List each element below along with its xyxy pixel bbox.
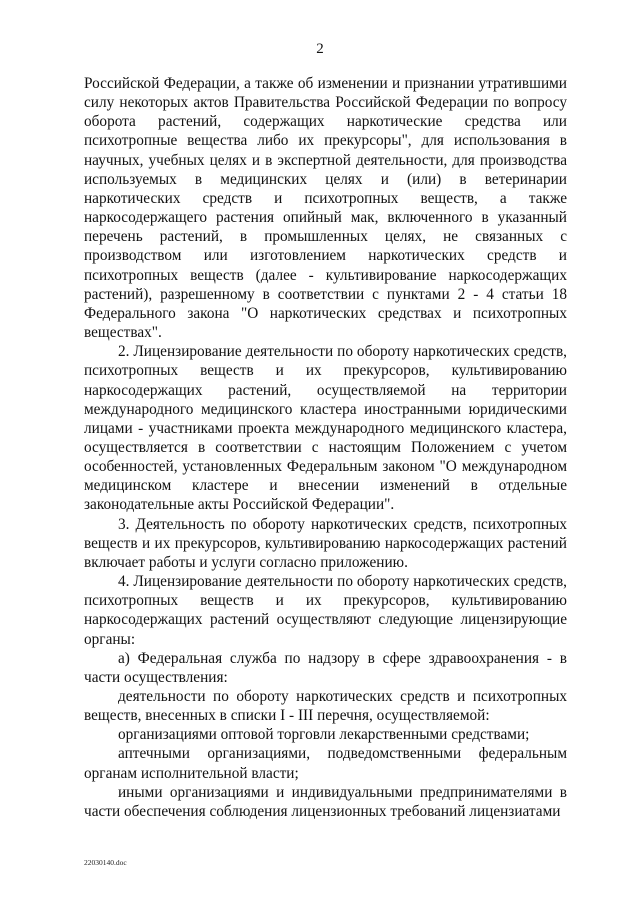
subitem-a-activities: деятельности по обороту наркотических средств и психотропных веществ, внесенных в списки I - III перечня, осуществляемой: xyxy=(84,688,567,725)
subitem-pharmacies: аптечными организациями, подведомственными федеральным органам исполнительной власти; xyxy=(84,745,567,782)
paragraph-item-3: 3. Деятельность по обороту наркотических средств, психотропных веществ и их прекурсоров, культивированию наркосодержащих растений включает работы и услуги согласно приложению. xyxy=(84,515,567,571)
paragraph-item-4: 4. Лицензирование деятельности по обороту наркотических средств, психотропных веществ и их прекурсоров, культивированию наркосодержащих растений осуществляют следующие лицензирующие органы: xyxy=(84,573,567,648)
subitem-a: а) Федеральная служба по надзору в сфере здравоохранения - в части осуществления: xyxy=(84,649,567,686)
page-number: 2 xyxy=(316,41,324,57)
paragraph-continuation: Российской Федерации, а также об изменении и признании утратившими силу некоторых актов Правительства Российской Федерации по вопросу оборота растений, содержащих наркотические средства или психотропные вещества либо их прекурсоры", для использования в научных, учебных целях и в экспертной деятельности, для производства используемых в медицинских целях и (или) в ветеринарии наркотических средств и психотропных веществ, а также наркосодержащего растения опийный мак, включенного в указанный перечень растений, в промышленных целях, не связанных с производством или изготовлением наркотических средств и психотропных веществ (далее - культивирование наркосодержащих растений), разрешенному в соответствии с пунктами 2 - 4 статьи 18 Федерального закона "О наркотических средствах и психотропных веществах". xyxy=(84,75,567,342)
footer-file-code: 22030140.doc xyxy=(84,858,127,867)
subitem-other-organizations: иными организациями и индивидуальными предпринимателями в части обеспечения соблюдения лицензионных требований лицензиатами xyxy=(84,783,567,820)
subitem-wholesale: организациями оптовой торговли лекарственными средствами; xyxy=(118,726,530,744)
document-body xyxy=(84,74,567,821)
paragraph-item-2: 2. Лицензирование деятельности по обороту наркотических средств, психотропных веществ и их прекурсоров, культивированию наркосодержащих растений, осуществляемой на территории международного медицинского кластера иностранными юридическими лицами - участниками проекта международного медицинского кластера, осуществляется в соответствии с настоящим Положением с учетом особенностей, установленных Федеральным законом "О международном медицинском кластере и внесении изменений в отдельные законодательные акты Российской Федерации". xyxy=(84,343,567,514)
